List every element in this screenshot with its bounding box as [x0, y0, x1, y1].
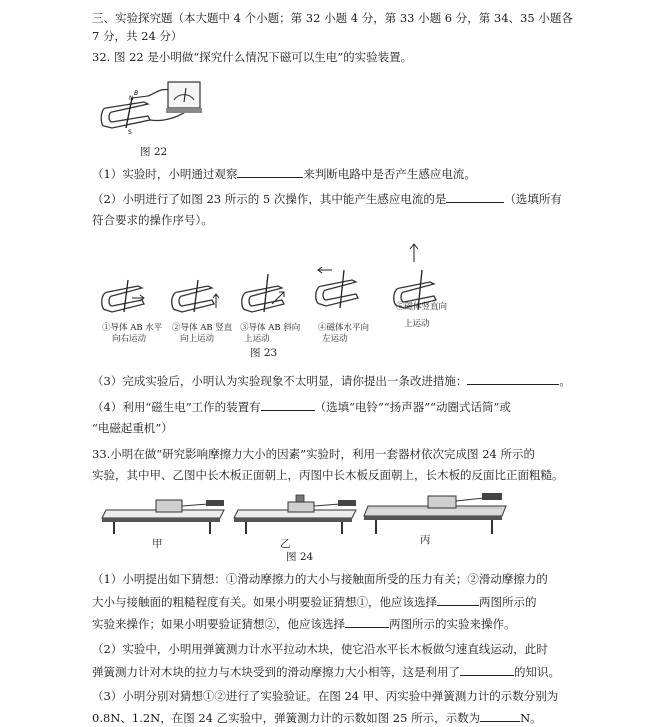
fig24-label-yi: 乙	[280, 538, 291, 550]
figure-23-op1	[98, 272, 158, 322]
q32-stem: 32. 图 22 是小明做“探究什么情况下磁可以生电”的实验装置。	[92, 50, 413, 64]
q32-part2-cont: 符合要求的操作序号）。	[92, 213, 213, 227]
op2-label	[172, 323, 232, 345]
q33-part2-text-b: 的知识。	[514, 665, 560, 679]
answer-blank[interactable]	[437, 593, 479, 606]
q32-part3	[92, 372, 571, 389]
fig24-caption: 图 24	[286, 551, 314, 563]
q32-part2-text-a: （2）小明进行了如图 23 所示的 5 次操作，其中能产生感应电流的是	[92, 192, 447, 206]
q33-stem: 33.小明在做“研究影响摩擦力大小的因素”实验时，利用一套器材依次完成图 24 所示的	[92, 447, 535, 461]
fig24-label-bing: 丙	[420, 534, 431, 546]
fig23-caption: 图 23	[250, 347, 278, 359]
op1-label-l2: 向右运动	[112, 334, 147, 344]
op2-label-l1: ②导体 AB 竖直	[172, 323, 233, 333]
q32-part3-text-a: （3）完成实验后，小明认为实验现象不太明显，请你提出一条改进措施：	[92, 374, 468, 388]
q32-part1-text-a: （1）实验时，小明通过观察	[92, 167, 238, 181]
q32-part3-text-b: 。	[559, 374, 571, 388]
q32-part4-text-b: （选填“电铃”“扬声器”“动圈式话筒”或	[314, 400, 511, 414]
figure-24-bing	[362, 484, 512, 534]
answer-blank[interactable]	[446, 190, 504, 203]
q32-part4	[92, 398, 511, 415]
q32-part1	[92, 165, 476, 182]
q33-part1-text-b: 两图所示的	[479, 595, 537, 609]
answer-blank[interactable]	[261, 398, 315, 411]
section-heading-cont: 7 分，共 24 分）	[92, 29, 183, 43]
svg-text:B: B	[134, 90, 139, 97]
q33-part1-line3	[92, 615, 516, 632]
q33-part3-text-b: N。	[520, 711, 542, 725]
op4-label	[318, 323, 369, 345]
figure-24-jia	[100, 492, 230, 534]
op1-label	[102, 323, 162, 345]
op3-label	[240, 323, 300, 345]
op5-label-l1: ⑤磁体竖直向	[396, 302, 448, 312]
figure-23-op4	[310, 264, 376, 318]
figure-23-op2	[168, 272, 228, 322]
q32-part4-cont: “电磁起重机”）	[92, 421, 173, 435]
q32-part4-text-a: （4）利用“磁生电”工作的装置有	[92, 400, 261, 414]
op5-label	[396, 302, 447, 330]
answer-blank[interactable]	[237, 165, 303, 178]
answer-blank[interactable]	[467, 372, 559, 385]
op5-label-l2: 上运动	[404, 319, 430, 329]
q33-part3-text-a: 0.8N、1.2N，在图 24 乙实验中，弹簧测力计的示数如图 25 所示，示数为	[92, 711, 481, 725]
q33-part2-text-a: 弹簧测力计对木块的拉力与木块受到的滑动摩擦力大小相等，这是利用了	[92, 665, 460, 679]
answer-blank[interactable]	[345, 615, 389, 628]
op1-label-l1: ①导体 AB 水平	[102, 323, 163, 333]
op3-label-l1: ③导体 AB 斜向	[240, 323, 301, 333]
figure-24-yi	[232, 492, 362, 534]
q33-part1-text-d: 两图所示的实验来操作。	[389, 617, 516, 631]
q33-part1: （1）小明提出如下猜想：①滑动摩擦力的大小与接触面所受的压力有关；②滑动摩擦力的	[92, 572, 548, 586]
q33-stem-cont: 实验，其中甲、乙图中长木板正面朝上，丙图中长木板反面朝上，长木板的反面比正面粗糙。	[92, 468, 564, 482]
op4-label-l2: 左运动	[322, 334, 348, 344]
op2-label-l2: 向上运动	[180, 334, 215, 344]
q33-part2: （2）实验中，小明用弹簧测力计水平拉动木块，使它沿水平长木板做匀速直线运动，此时	[92, 642, 548, 656]
q33-part1-line2	[92, 593, 537, 610]
q33-part2-line2	[92, 663, 560, 680]
svg-text:N: N	[129, 95, 134, 102]
answer-blank[interactable]	[460, 663, 514, 676]
figure-23-op3	[238, 268, 298, 322]
q33-part1-text-a: 大小与接触面的粗糙程度有关。如果小明要验证猜想①，他应该选择	[92, 595, 437, 609]
q33-part1-text-c: 实验来操作；如果小明要验证猜想②，他应该选择	[92, 617, 345, 631]
op3-label-l2: 上运动	[244, 334, 270, 344]
section-heading: 三、实验探究题（本大题中 4 个小题；第 32 小题 4 分，第 33 小题 6 分，第 34、35 小题各	[92, 11, 573, 25]
answer-blank[interactable]	[480, 709, 520, 722]
figure-22-apparatus	[98, 82, 218, 144]
fig22-caption: 图 22	[140, 146, 168, 158]
q33-part3-line2	[92, 709, 542, 726]
q32-part2	[92, 190, 562, 207]
q32-part1-text-b: 来判断电路中是否产生感应电流。	[303, 167, 476, 181]
op4-label-l1: ④磁体水平向	[318, 323, 370, 333]
fig24-label-jia: 甲	[152, 538, 163, 550]
q33-part3: （3）小明分别对猜想①②进行了实验验证。在图 24 甲、丙实验中弹簧测力计的示数分别为	[92, 689, 559, 703]
q32-part2-text-b: （选填所有	[504, 192, 562, 206]
svg-text:S: S	[128, 129, 132, 136]
